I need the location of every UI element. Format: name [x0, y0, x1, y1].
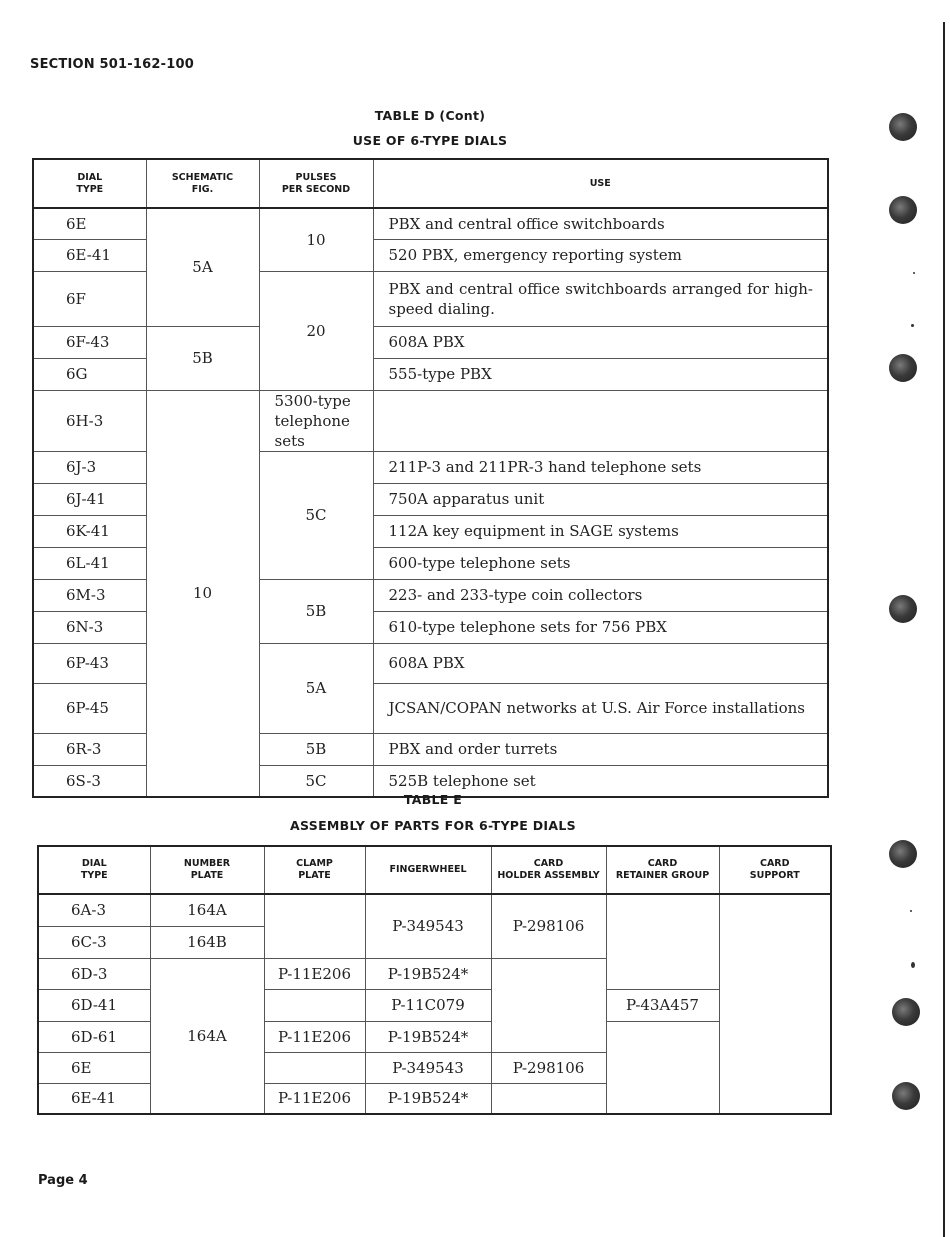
fingerwheel-cell: P-19B524* [365, 958, 491, 989]
card-support-cell [719, 894, 831, 1114]
dial-type-cell: 6F [33, 271, 146, 326]
table-d-title: TABLE D (Cont) [374, 108, 486, 123]
col-header-pulses: PULSES PER SECOND [259, 159, 373, 208]
schematic-fig-cell: 5B [259, 733, 373, 765]
use-cell: 211P-3 and 211PR-3 hand telephone sets [373, 451, 828, 483]
speck [910, 910, 912, 912]
col-header-dial-type: DIAL TYPE [38, 846, 150, 894]
card-retainer-cell [606, 894, 719, 989]
clamp-plate-cell: P-11E206 [264, 1021, 365, 1052]
dial-type-cell: 6C-3 [38, 926, 150, 958]
table-row [33, 208, 828, 239]
dial-type-cell: 6D-41 [38, 989, 150, 1021]
dial-type-cell: 6M-3 [33, 579, 146, 611]
use-cell: 610-type telephone sets for 756 PBX [373, 611, 828, 643]
clamp-plate-cell [264, 894, 365, 958]
use-cell: 520 PBX, emergency reporting system [373, 239, 828, 271]
col-header-card-holder: CARD HOLDER ASSEMBLY [491, 846, 606, 894]
dial-type-cell: 6A-3 [38, 894, 150, 926]
dial-type-cell: 6L-41 [33, 547, 146, 579]
binder-hole [889, 196, 917, 224]
dial-type-cell: 6E-41 [33, 239, 146, 271]
card-retainer-cell: P-43A457 [606, 989, 719, 1021]
binder-hole [889, 354, 917, 382]
dial-type-cell: 6G [33, 358, 146, 390]
use-cell: 525B telephone set [373, 765, 828, 797]
col-header-fingerwheel: FINGERWHEEL [365, 846, 491, 894]
use-cell: 223- and 233-type coin collectors [373, 579, 828, 611]
fingerwheel-cell: P-19B524* [365, 1021, 491, 1052]
dial-type-cell: 6D-3 [38, 958, 150, 989]
card-holder-cell: P-298106 [491, 1052, 606, 1083]
table-d-subtitle: USE OF 6-TYPE DIALS [352, 133, 508, 148]
table-header-row [33, 159, 828, 208]
card-holder-cell: P-298106 [491, 894, 606, 958]
col-header-clamp-plate: CLAMP PLATE [264, 846, 365, 894]
pulses-cell: 20 [259, 271, 373, 390]
col-header-card-support: CARD SUPPORT [719, 846, 831, 894]
dial-type-cell: 6H-3 [33, 390, 146, 451]
schematic-fig-cell: 5B [146, 326, 259, 390]
table-e [37, 845, 832, 1115]
fingerwheel-cell: P-11C079 [365, 989, 491, 1021]
use-cell: PBX and order turrets [373, 733, 828, 765]
use-cell: 750A apparatus unit [373, 483, 828, 515]
dial-type-cell: 6E [33, 208, 146, 239]
use-cell: 112A key equipment in SAGE systems [373, 515, 828, 547]
use-cell: JCSAN/COPAN networks at U.S. Air Force installations [373, 683, 828, 733]
use-cell: 5300-type telephone sets [259, 390, 373, 451]
clamp-plate-cell: P-11E206 [264, 1083, 365, 1114]
page-number: Page 4 [38, 1173, 88, 1188]
dial-type-cell: 6J-3 [33, 451, 146, 483]
clamp-plate-cell [264, 989, 365, 1021]
col-header-schematic-fig: SCHEMATIC FIG. [146, 159, 259, 208]
fingerwheel-cell: P-349543 [365, 1052, 491, 1083]
card-holder-cell [491, 1083, 606, 1114]
table-row [38, 894, 831, 926]
col-header-use: USE [373, 159, 828, 208]
dial-type-cell: 6K-41 [33, 515, 146, 547]
use-cell: 555-type PBX [373, 358, 828, 390]
number-plate-cell: 164B [150, 926, 264, 958]
dial-type-cell: 6E [38, 1052, 150, 1083]
speck [913, 272, 915, 274]
number-plate-cell: 164A [150, 958, 264, 1114]
dial-type-cell: 6N-3 [33, 611, 146, 643]
dial-type-cell: 6P-45 [33, 683, 146, 733]
schematic-fig-cell: 5B [259, 579, 373, 643]
use-cell: PBX and central office switchboards arranged for high-speed dialing. [373, 271, 828, 326]
clamp-plate-cell: P-11E206 [264, 958, 365, 989]
speck [911, 324, 914, 327]
use-cell: PBX and central office switchboards [373, 208, 828, 239]
binder-hole [889, 113, 917, 141]
pulses-cell: 10 [146, 390, 259, 797]
dial-type-cell: 6P-43 [33, 643, 146, 683]
use-cell: 600-type telephone sets [373, 547, 828, 579]
binder-hole [889, 595, 917, 623]
fingerwheel-cell: P-349543 [365, 894, 491, 958]
schematic-fig-cell: 5C [259, 765, 373, 797]
card-retainer-cell [606, 1021, 719, 1114]
table-e-subtitle: ASSEMBLY OF PARTS FOR 6-TYPE DIALS [290, 818, 576, 833]
table-row [33, 326, 828, 358]
dial-type-cell: 6R-3 [33, 733, 146, 765]
schematic-fig-cell: 5A [259, 643, 373, 733]
table-header-row [38, 846, 831, 894]
schematic-fig-cell: 5A [146, 208, 259, 326]
use-cell: 608A PBX [373, 326, 828, 358]
table-e-title: TABLE E [403, 792, 463, 807]
dial-type-cell: 6S-3 [33, 765, 146, 797]
binder-hole [892, 998, 920, 1026]
card-holder-cell [491, 958, 606, 1052]
section-header: SECTION 501-162-100 [30, 57, 194, 72]
table-d [32, 158, 829, 798]
speck [911, 962, 915, 968]
binder-hole [889, 840, 917, 868]
col-header-number-plate: NUMBER PLATE [150, 846, 264, 894]
col-header-dial-type: DIAL TYPE [33, 159, 146, 208]
pulses-cell: 10 [259, 208, 373, 271]
dial-type-cell: 6E-41 [38, 1083, 150, 1114]
right-margin-rule [943, 22, 945, 1237]
schematic-fig-cell: 5C [259, 451, 373, 579]
number-plate-cell: 164A [150, 894, 264, 926]
use-cell: 608A PBX [373, 643, 828, 683]
fingerwheel-cell: P-19B524* [365, 1083, 491, 1114]
dial-type-cell: 6D-61 [38, 1021, 150, 1052]
table-row [33, 390, 828, 451]
dial-type-cell: 6F-43 [33, 326, 146, 358]
dial-type-cell: 6J-41 [33, 483, 146, 515]
clamp-plate-cell [264, 1052, 365, 1083]
binder-hole [892, 1082, 920, 1110]
col-header-card-retainer: CARD RETAINER GROUP [606, 846, 719, 894]
